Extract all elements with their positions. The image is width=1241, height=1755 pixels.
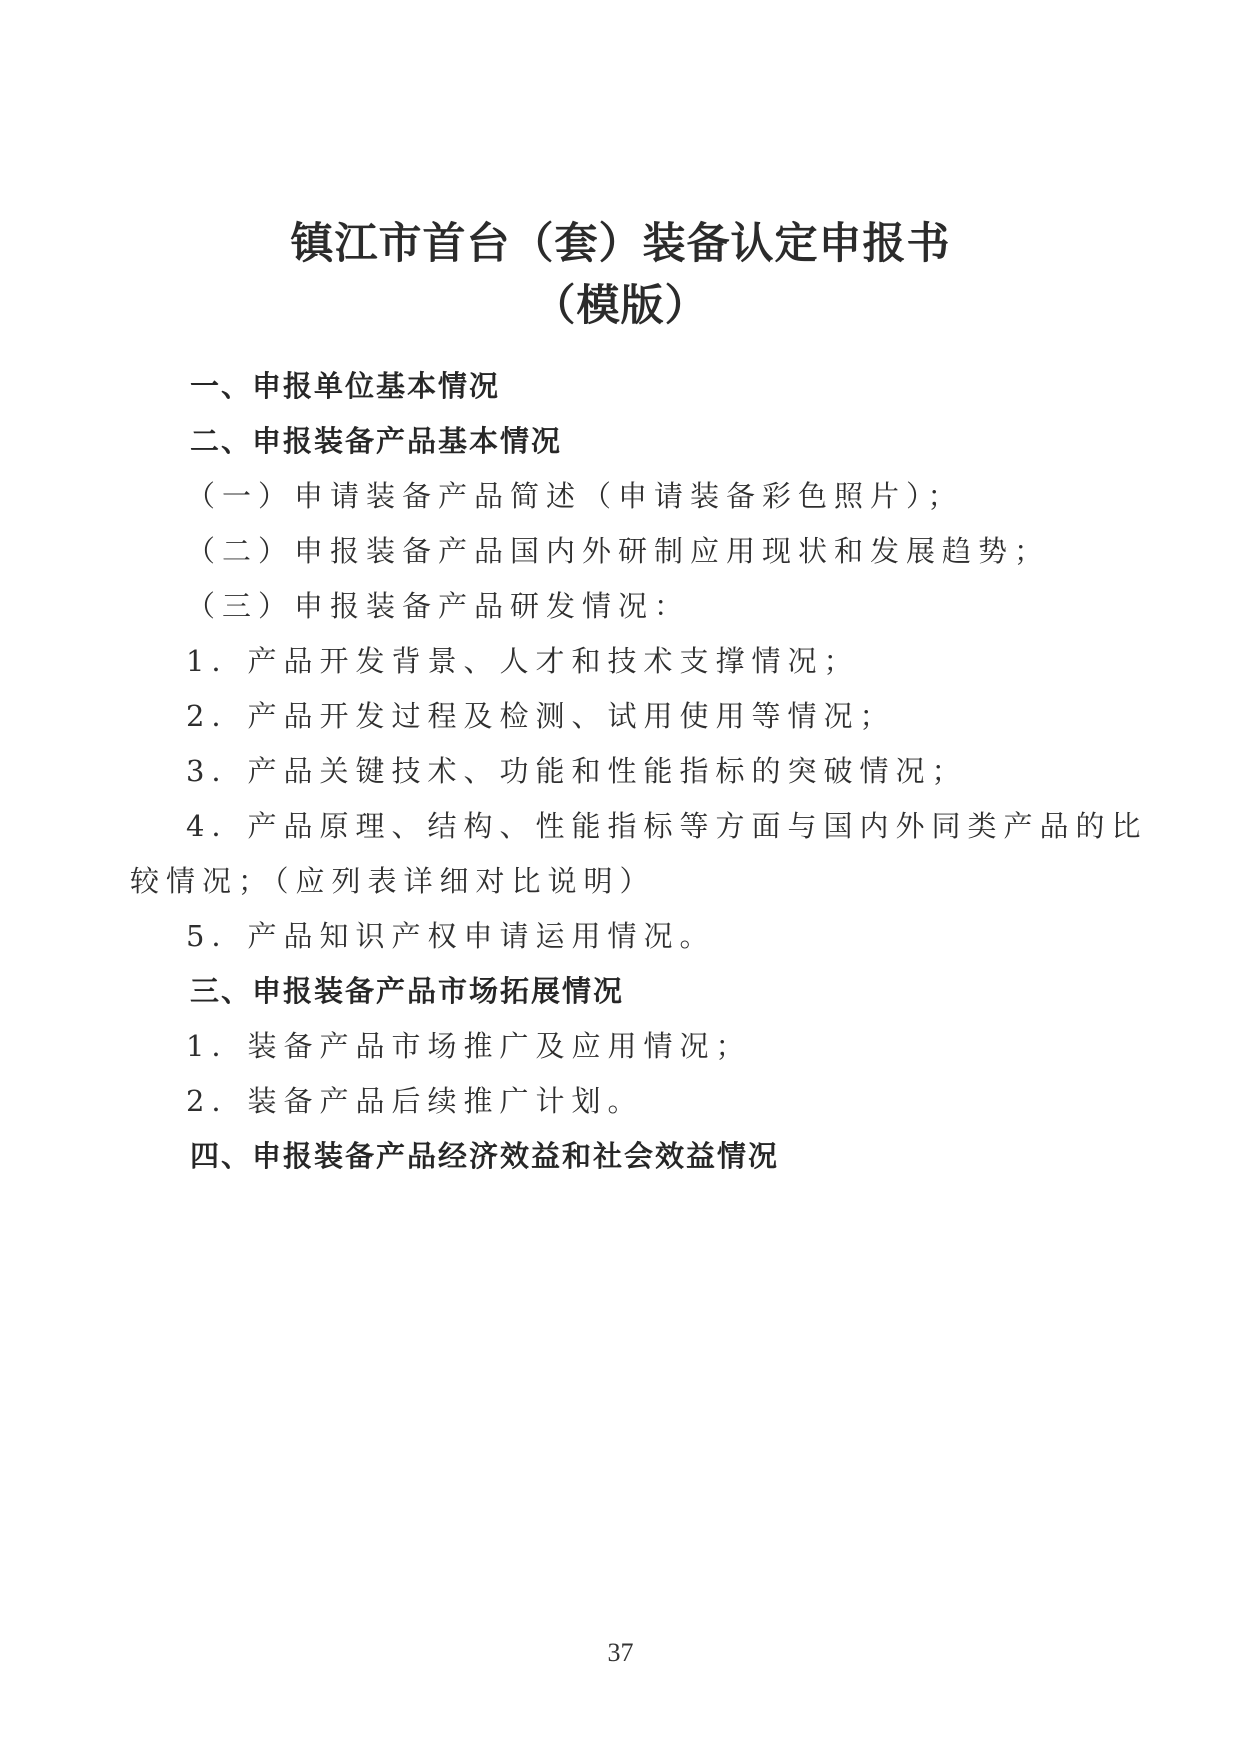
section-heading-2: 二、申报装备产品基本情况	[190, 424, 563, 458]
page-number: 37	[607, 1638, 634, 1667]
section-heading-4: 四、申报装备产品经济效益和社会效益情况	[190, 1139, 780, 1173]
list-item: （一）申请装备产品简述（申请装备彩色照片）；	[186, 479, 964, 513]
list-item: （二）申报装备产品国内外研制应用现状和发展趋势；	[186, 534, 1051, 568]
list-item: 1．产品开发背景、人才和技术支撑情况；	[186, 644, 860, 678]
document-title: 镇江市首台（套）装备认定申报书	[290, 219, 951, 269]
document-subtitle: （模版）	[532, 281, 709, 331]
list-item: 2．产品开发过程及检测、试用使用等情况；	[186, 699, 896, 733]
list-item: 1．装备产品市场推广及应用情况；	[186, 1029, 752, 1063]
list-item: 3．产品关键技术、功能和性能指标的突破情况；	[186, 754, 968, 788]
section-heading-3: 三、申报装备产品市场拓展情况	[190, 974, 625, 1008]
list-item: 4．产品原理、结构、性能指标等方面与国内外同类产品的比	[186, 809, 1148, 843]
list-item-continuation: 较情况；（应列表详细对比说明）	[130, 864, 656, 898]
section-heading-1: 一、申报单位基本情况	[190, 369, 501, 403]
list-item: 5．产品知识产权申请运用情况。	[186, 919, 716, 953]
list-item: 2．装备产品后续推广计划。	[186, 1084, 644, 1118]
list-item: （三）申报装备产品研发情况：	[186, 589, 691, 623]
